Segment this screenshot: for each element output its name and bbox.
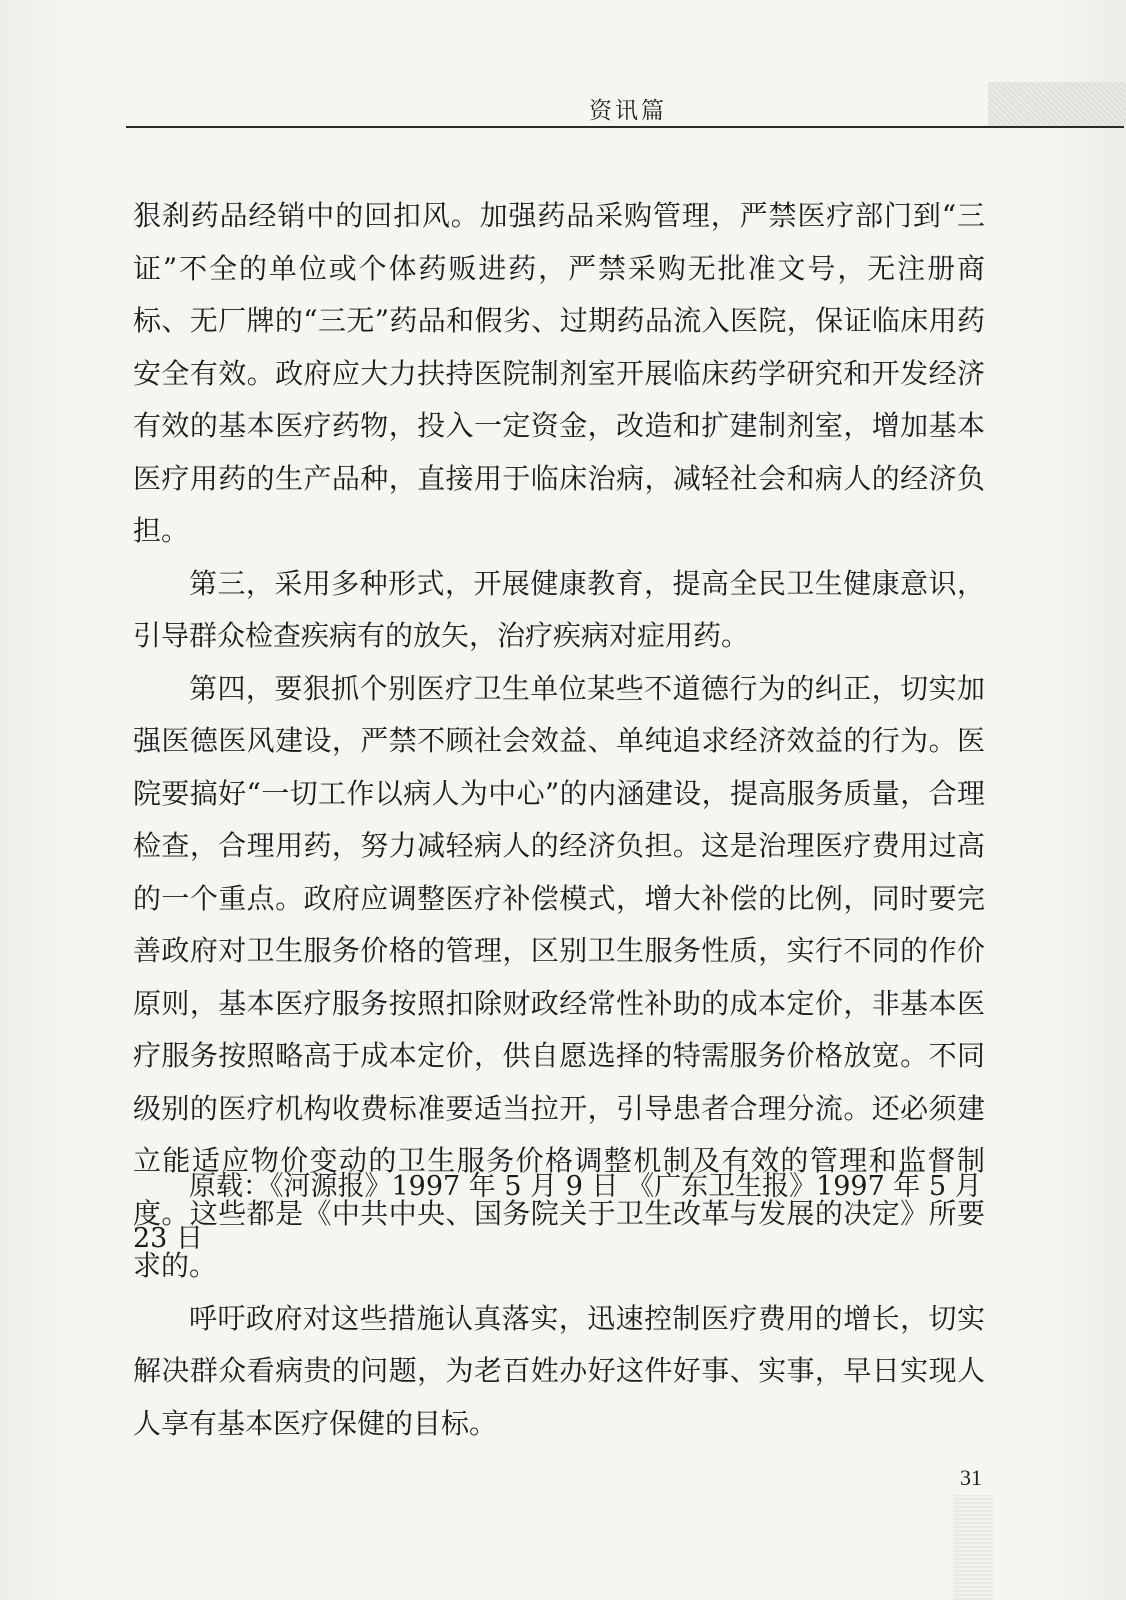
page-edge-shading-bottom xyxy=(953,1495,993,1600)
paragraph-4: 呼吁政府对这些措施认真落实，迅速控制医疗费用的增长，切实解决群众看病贵的问题，为老百姓办好这件好事、实事，早日实现人人享有基本医疗保健的目标。 xyxy=(133,1301,985,1440)
source-note xyxy=(133,1161,985,1265)
paragraph-1: 狠刹药品经销中的回扣风。加强药品采购管理，严禁医疗部门到“三证”不全的单位或个体药贩进药，严禁采购无批准文号，无注册商标、无厂牌的“三无”药品和假劣、过期药品流入医院，保证临床用药安全有效。政府应大力扶持医院制剂室开展临床药学研究和开发经济有效的基本医疗药物，投入一定资金，改造和扩建制剂室，增加基本医疗用药的生产品种，直接用于临床治病，减轻社会和病人的经济负担。 xyxy=(133,199,985,547)
source-text: 原载：《河源报》1997 年 5 月 9 日 《广东卫生报》1997 年 5 月 23 日 xyxy=(133,1171,982,1254)
page-number: 31 xyxy=(960,1465,982,1490)
paragraph-2: 第三，采用多种形式，开展健康教育，提高全民卫生健康意识，引导群众检查疾病有的放矢，治疗疾病对症用药。 xyxy=(133,566,985,652)
page-edge-shading xyxy=(988,82,1126,126)
paragraph-3: 第四，要狠抓个别医疗卫生单位某些不道德行为的纠正，切实加强医德医风建设，严禁不顾社会效益、单纯追求经济效益的行为。医院要搞好“一切工作以病人为中心”的内涵建设，提高服务质量，合理检查，合理用药，努力减轻病人的经济负担。这是治理医疗费用过高的一个重点。政府应调整医疗补偿模式，增大补偿的比例，同时要完善政府对卫生服务价格的管理，区别卫生服务性质，实行不同的作价原则，基本医疗服务按照扣除财政经常性补助的成本定价，非基本医疗服务按照略高于成本定价，供自愿选择的特需服务价格放宽。不同级别的医疗机构收费标准要适当拉开，引导患者合理分流。还必须建立能适应物价变动的卫生服务价格调整机制及有效的管理和监督制度。这些都是《中共中央、国务院关于卫生改革与发展的决定》所要求的。 xyxy=(133,671,985,1282)
running-header: 资讯篇 xyxy=(589,98,667,124)
header-rule xyxy=(126,126,1124,128)
